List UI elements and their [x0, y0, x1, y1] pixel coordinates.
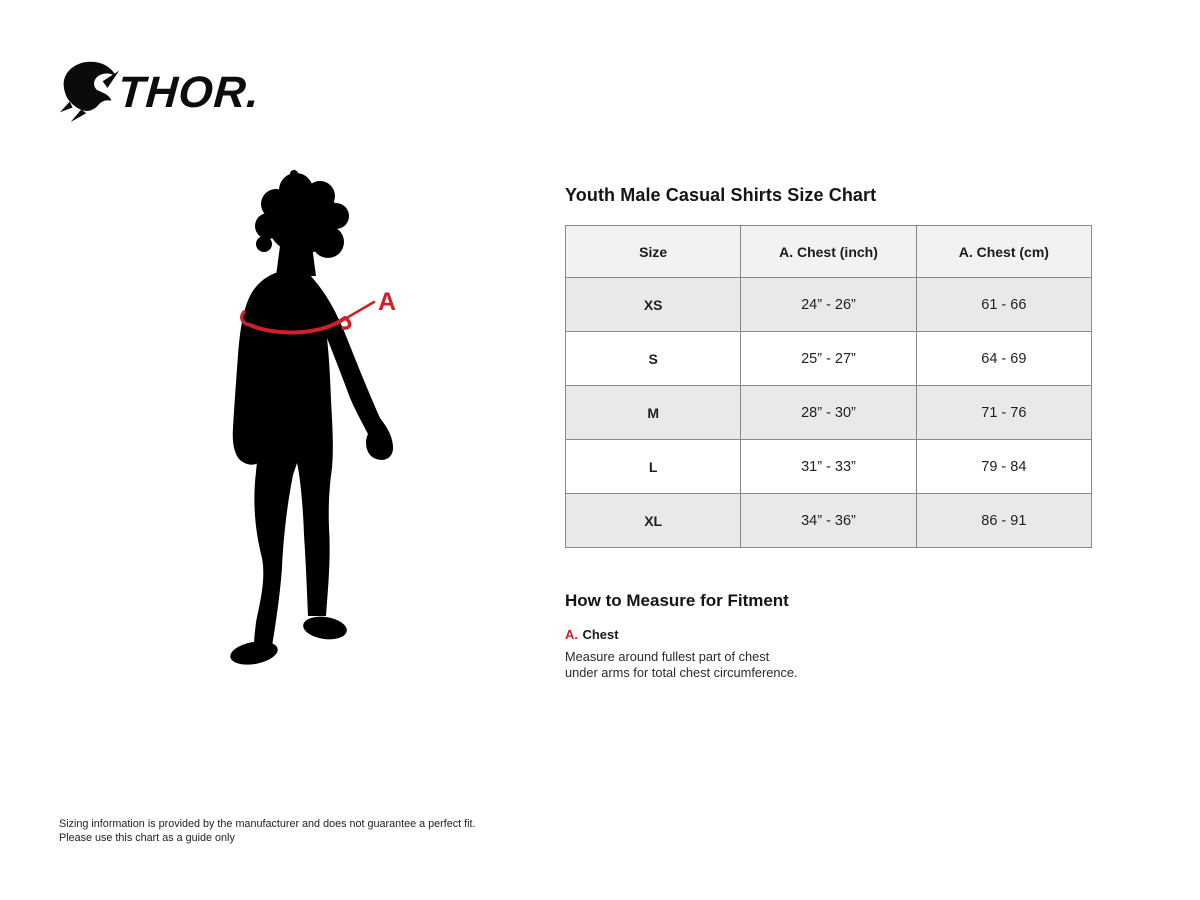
col-header-chest-inch: A. Chest (inch) [741, 226, 916, 278]
table-row [566, 494, 1092, 548]
chest-label-line [338, 302, 374, 323]
chest-cm-value: 71 - 76 [916, 386, 1091, 440]
size-chart-title: Youth Male Casual Shirts Size Chart [565, 185, 877, 205]
size-value: S [566, 332, 741, 386]
chest-inch-value: 24” - 26” [741, 278, 916, 332]
table-row [566, 440, 1092, 494]
table-row [566, 278, 1092, 332]
size-table [565, 225, 1092, 548]
size-value: M [566, 386, 741, 440]
chest-cm-value: 79 - 84 [916, 440, 1091, 494]
chest-label: A [378, 288, 397, 316]
size-value: L [566, 440, 741, 494]
chest-inch-value: 25” - 27” [741, 332, 916, 386]
table-row [566, 332, 1092, 386]
chest-inch-value: 34” - 36” [741, 494, 916, 548]
measure-name: Chest [582, 627, 619, 642]
disclaimer-line-2: Please use this chart as a guide only [59, 832, 235, 845]
disclaimer-line-1: Sizing information is provided by the manufacturer and does not guarantee a perfect fit. [59, 818, 476, 830]
disclaimer [59, 817, 476, 845]
how-to-measure-section [565, 591, 1092, 682]
chest-inch-value: 31” - 33” [741, 440, 916, 494]
chest-cm-value: 64 - 69 [916, 332, 1091, 386]
chest-cm-value: 86 - 91 [916, 494, 1091, 548]
measurement-figure [210, 160, 430, 720]
chest-cm-value: 61 - 66 [916, 278, 1091, 332]
measure-description: Measure around fullest part of chest under arms for total chest circumference. [565, 649, 798, 681]
child-silhouette [210, 160, 430, 720]
col-header-chest-cm: A. Chest (cm) [916, 226, 1091, 278]
table-row [566, 386, 1092, 440]
col-header-size: Size [566, 226, 741, 278]
thor-logo [58, 58, 260, 122]
chest-inch-value: 28” - 30” [741, 386, 916, 440]
measure-item-chest [565, 626, 1092, 682]
table-header-row [566, 226, 1092, 278]
measure-key: A. [565, 627, 578, 642]
size-chart-section [565, 185, 1092, 682]
size-value: XL [566, 494, 741, 548]
size-value: XS [566, 278, 741, 332]
silhouette-shape [228, 170, 393, 668]
measure-heading: How to Measure for Fitment [565, 591, 789, 610]
brand-wordmark: THOR. [116, 68, 262, 117]
